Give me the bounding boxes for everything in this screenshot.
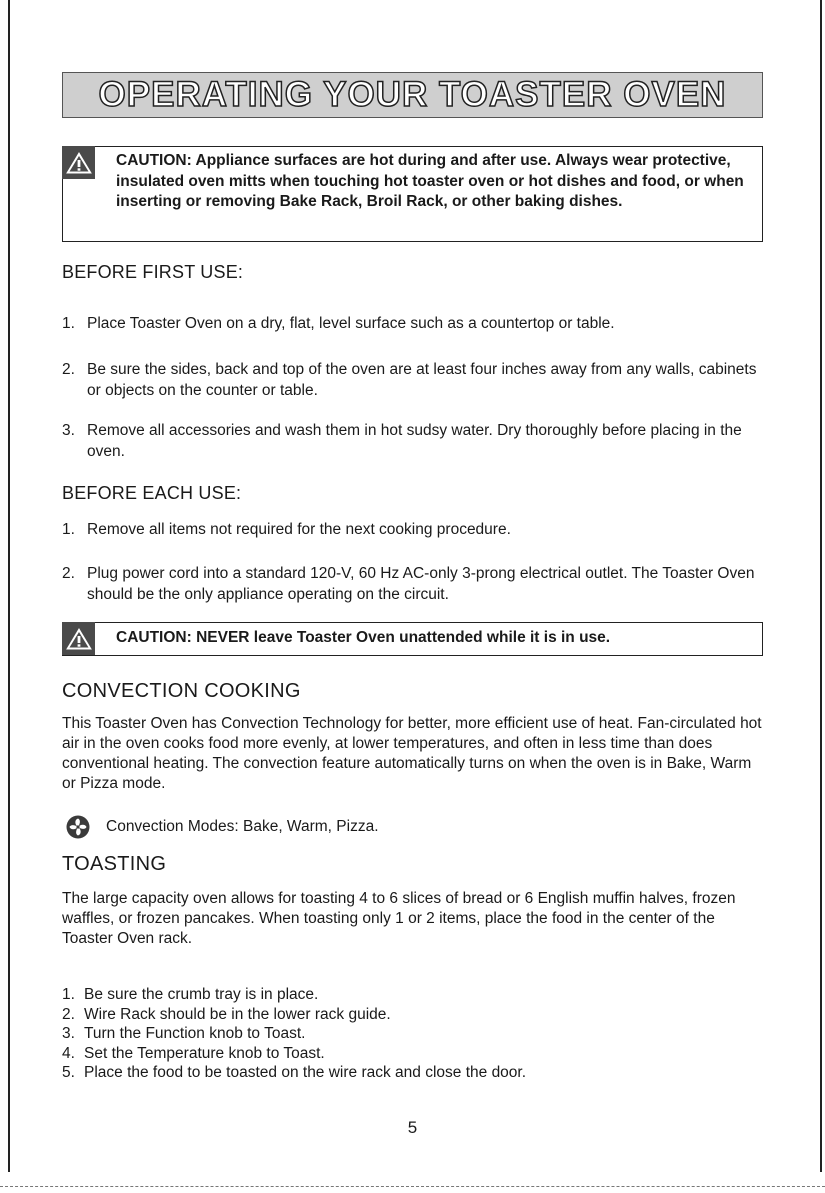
item-text: Remove all accessories and wash them in hot sudsy water. Dry thoroughly before placing in the oven.	[87, 422, 742, 460]
step-text: Be sure the crumb tray is in place.	[84, 986, 319, 1003]
before-first-use-heading: BEFORE FIRST USE:	[62, 262, 244, 282]
caution-box-unattended	[62, 622, 763, 656]
list-item	[62, 519, 762, 540]
list-item	[62, 1063, 762, 1083]
convection-modes-text: Convection Modes: Bake, Warm, Pizza.	[106, 818, 379, 835]
page-number: 5	[407, 1118, 418, 1137]
list-item	[62, 359, 762, 401]
toasting-steps	[62, 985, 762, 1083]
caution-box-hot-surfaces	[62, 146, 763, 242]
convection-modes-line	[66, 815, 379, 839]
page-title: OPERATING YOUR TOASTER OVEN	[98, 75, 727, 114]
page-edge-right	[820, 0, 822, 1172]
item-text: Remove all items not required for the next cooking procedure.	[87, 521, 511, 538]
list-item	[62, 985, 762, 1005]
step-number: 5.	[62, 1064, 75, 1081]
step-text: Turn the Function knob to Toast.	[84, 1025, 306, 1042]
step-text: Place the food to be toasted on the wire rack and close the door.	[84, 1064, 527, 1081]
convection-paragraph: This Toaster Oven has Convection Technology for better, more efficient use of heat. Fan-circulated hot air in the oven cooks food more evenly, at lower temperatures, and often in less time than does conventional heating. The convection feature automatically turns on when the oven is in Bake, Warm or Pizza mode.	[62, 715, 762, 792]
warning-icon	[62, 622, 95, 655]
step-number: 1.	[62, 986, 75, 1003]
convection-cooking-heading: CONVECTION COOKING	[62, 680, 301, 702]
before-each-use-heading: BEFORE EACH USE:	[62, 483, 242, 503]
list-item	[62, 1024, 762, 1044]
page-edge-bottom	[0, 1186, 825, 1187]
list-item	[62, 1044, 762, 1064]
page-edge-left	[8, 0, 10, 1172]
step-text: Wire Rack should be in the lower rack guide.	[84, 1005, 391, 1023]
item-text: Plug power cord into a standard 120-V, 60 Hz AC-only 3-prong electrical outlet. The Toaster Oven should be the only appliance operating on the circuit.	[87, 565, 755, 603]
step-number: 2.	[62, 1005, 75, 1023]
item-number: 1.	[62, 315, 75, 332]
item-text: Be sure the sides, back and top of the oven are at least four inches away from any walls, cabinets or objects on the counter or table.	[87, 361, 757, 399]
list-item	[62, 420, 762, 462]
title-banner	[62, 72, 763, 118]
list-item	[62, 563, 762, 605]
item-number: 3.	[62, 422, 75, 439]
item-text: Place Toaster Oven on a dry, flat, level surface such as a countertop or table.	[87, 315, 615, 332]
item-number: 1.	[62, 521, 75, 538]
caution-text-unattended: CAUTION: NEVER leave Toaster Oven unattended while it is in use.	[116, 629, 611, 646]
step-text: Set the Temperature knob to Toast.	[84, 1044, 325, 1062]
toasting-paragraph: The large capacity oven allows for toasting 4 to 6 slices of bread or 6 English muffin halves, frozen waffles, or frozen pancakes. When toasting only 1 or 2 items, place the food in the center of the Toaster Oven rack.	[62, 890, 736, 947]
warning-icon	[62, 146, 95, 179]
step-number: 4.	[62, 1044, 75, 1062]
caution-text-hot-surfaces: CAUTION: Appliance surfaces are hot during and after use. Always wear protective, insulated oven mitts when touching hot toaster oven or hot dishes and food, or when inserting or removing Bake Rack, Broil Rack, or other baking dishes.	[116, 152, 744, 210]
toasting-heading: TOASTING	[62, 853, 167, 875]
item-number: 2.	[62, 361, 75, 378]
step-number: 3.	[62, 1025, 75, 1042]
list-item	[62, 1005, 762, 1025]
fan-icon	[66, 815, 90, 839]
list-item	[62, 313, 762, 334]
item-number: 2.	[62, 565, 75, 582]
